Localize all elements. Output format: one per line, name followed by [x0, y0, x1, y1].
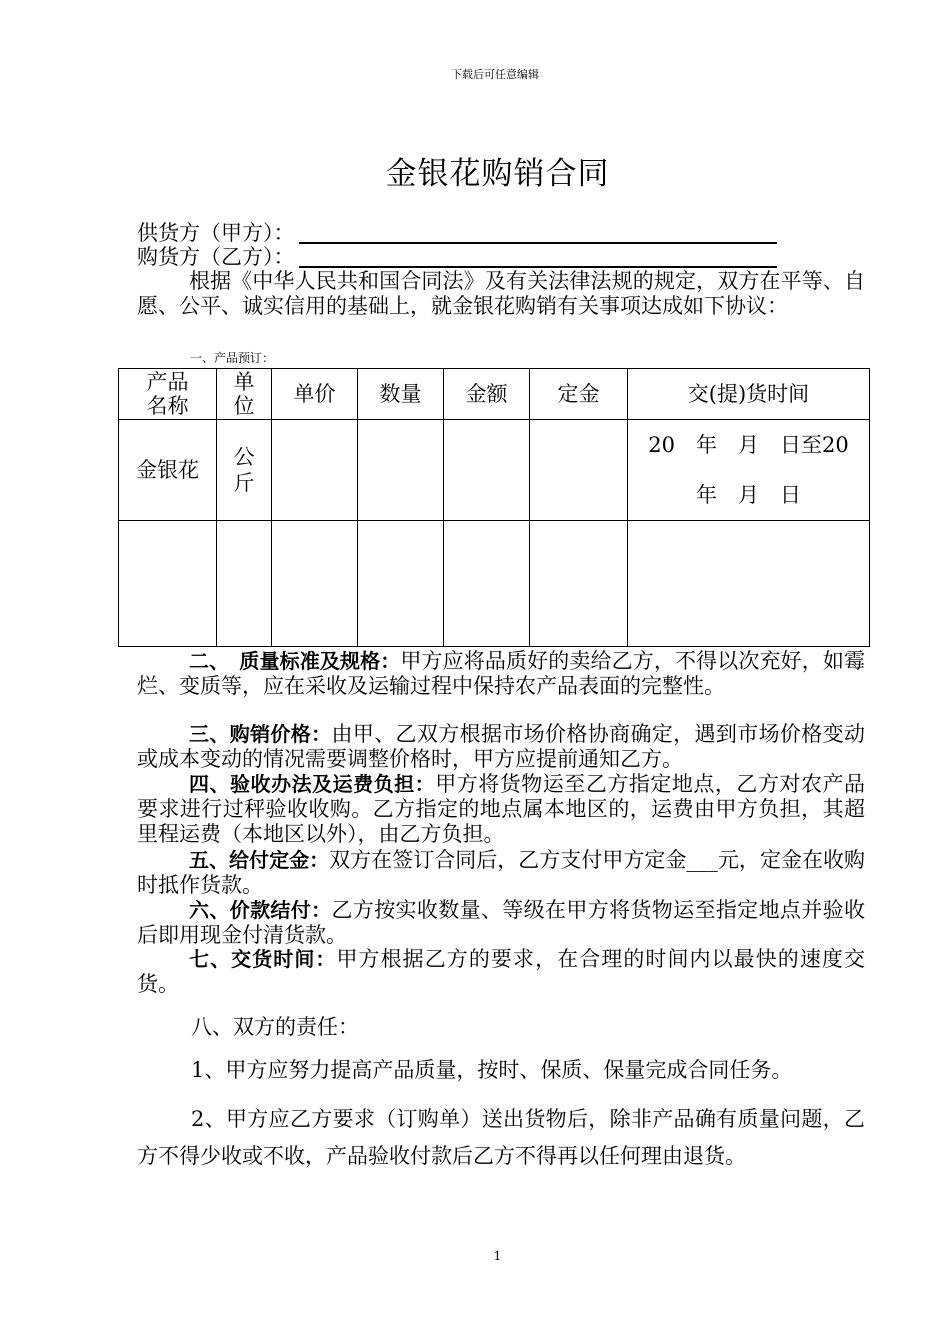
buyer-line	[137, 244, 777, 270]
header-unit: 单位	[217, 369, 272, 420]
cell-unit-price	[272, 420, 358, 521]
empty-cell	[272, 521, 358, 647]
clause-heading: 三、购销价格：	[189, 722, 332, 746]
responsibility-item: 1、甲方应努力提高产品质量，按时、保质、保量完成合同任务。	[191, 1058, 793, 1082]
clause-text: 乙方按实收数量、等级在甲方将货物运至指定地点并验收后即用现金付清货款。	[137, 898, 865, 947]
supplier-blank	[299, 222, 777, 244]
delivery-time-line2: 年 月 日	[696, 483, 801, 507]
clause-heading: 七、交货时间：	[189, 947, 337, 971]
empty-cell	[119, 521, 217, 647]
responsibilities-title: 八、双方的责任：	[191, 1015, 359, 1039]
clause-delivery	[137, 947, 865, 997]
clause-text: 双方在签订合同后，乙方支付甲方定金___元，定金在收购时抵作货款。	[137, 848, 866, 897]
table-header-row	[119, 369, 870, 420]
cell-amount	[444, 420, 530, 521]
empty-cell	[530, 521, 628, 647]
clause-heading: 四、验收办法及运费负担：	[189, 772, 436, 796]
clause-price	[137, 722, 865, 772]
clause-inspection	[137, 772, 865, 847]
buyer-label: 购货方（乙方）：	[137, 245, 295, 269]
responsibility-item: 2、甲方应乙方要求（订购单）送出货物后，除非产品确有质量问题，乙方不得少收或不收，产品验收付款后乙方不得再以任何理由退货。	[137, 1107, 865, 1168]
clause-text: 甲方应将品质好的卖给乙方，不得以次充好，如霉烂、变质等，应在采收及运输过程中保持农产品表面的完整性。	[137, 649, 865, 698]
header-amount: 金额	[444, 369, 530, 420]
header-product-name: 产品名称	[119, 369, 217, 420]
empty-cell	[444, 521, 530, 647]
supplier-line	[137, 220, 777, 246]
intro-paragraph: 根据《中华人民共和国合同法》及有关法律法规的规定，双方在平等、自愿、公平、诚实信用的基础上，就金银花购销有关事项达成如下协议：	[137, 269, 865, 318]
cell-product: 金银花	[119, 420, 217, 521]
clause-heading: 六、价款结付：	[189, 898, 332, 922]
clause-text: 甲方根据乙方的要求，在合理的时间内以最快的速度交货。	[137, 947, 865, 996]
cell-unit: 公斤	[217, 420, 272, 521]
clause-heading: 二、 质量标准及规格：	[189, 649, 401, 673]
clause-payment	[137, 898, 865, 948]
supplier-label: 供货方（甲方）：	[137, 221, 295, 245]
empty-cell	[217, 521, 272, 647]
cell-deposit	[530, 420, 628, 521]
product-table	[118, 368, 870, 647]
clause-quality	[137, 649, 865, 699]
header-note: 下载后可任意编辑	[451, 68, 539, 81]
empty-cell	[358, 521, 444, 647]
cell-quantity	[358, 420, 444, 521]
header-quantity: 数量	[358, 369, 444, 420]
header-deposit: 定金	[530, 369, 628, 420]
cell-delivery-time	[628, 420, 870, 521]
header-unit-price: 单价	[272, 369, 358, 420]
contract-title: 金银花购销合同	[385, 156, 610, 192]
clause-text: 甲方将货物运至乙方指定地点，乙方对农产品要求进行过秤验收收购。乙方指定的地点属本地区的，运费由甲方负担，其超里程运费（本地区以外），由乙方负担。	[137, 772, 866, 846]
section-product-order: 一、产品预订：	[190, 351, 275, 365]
delivery-time-line1: 20 年 月 日至20	[648, 433, 849, 457]
header-delivery-time: 交(提)货时间	[628, 369, 870, 420]
clause-deposit	[137, 848, 865, 898]
page-number: 1	[493, 1249, 502, 1263]
empty-cell	[628, 521, 870, 647]
table-row	[119, 521, 870, 647]
clause-text: 由甲、乙双方根据市场价格协商确定，遇到市场价格变动或成本变动的情况需要调整价格时，甲方应提前通知乙方。	[137, 722, 865, 771]
buyer-blank	[299, 246, 777, 268]
clause-heading: 五、给付定金：	[189, 848, 330, 872]
table-row	[119, 420, 870, 521]
